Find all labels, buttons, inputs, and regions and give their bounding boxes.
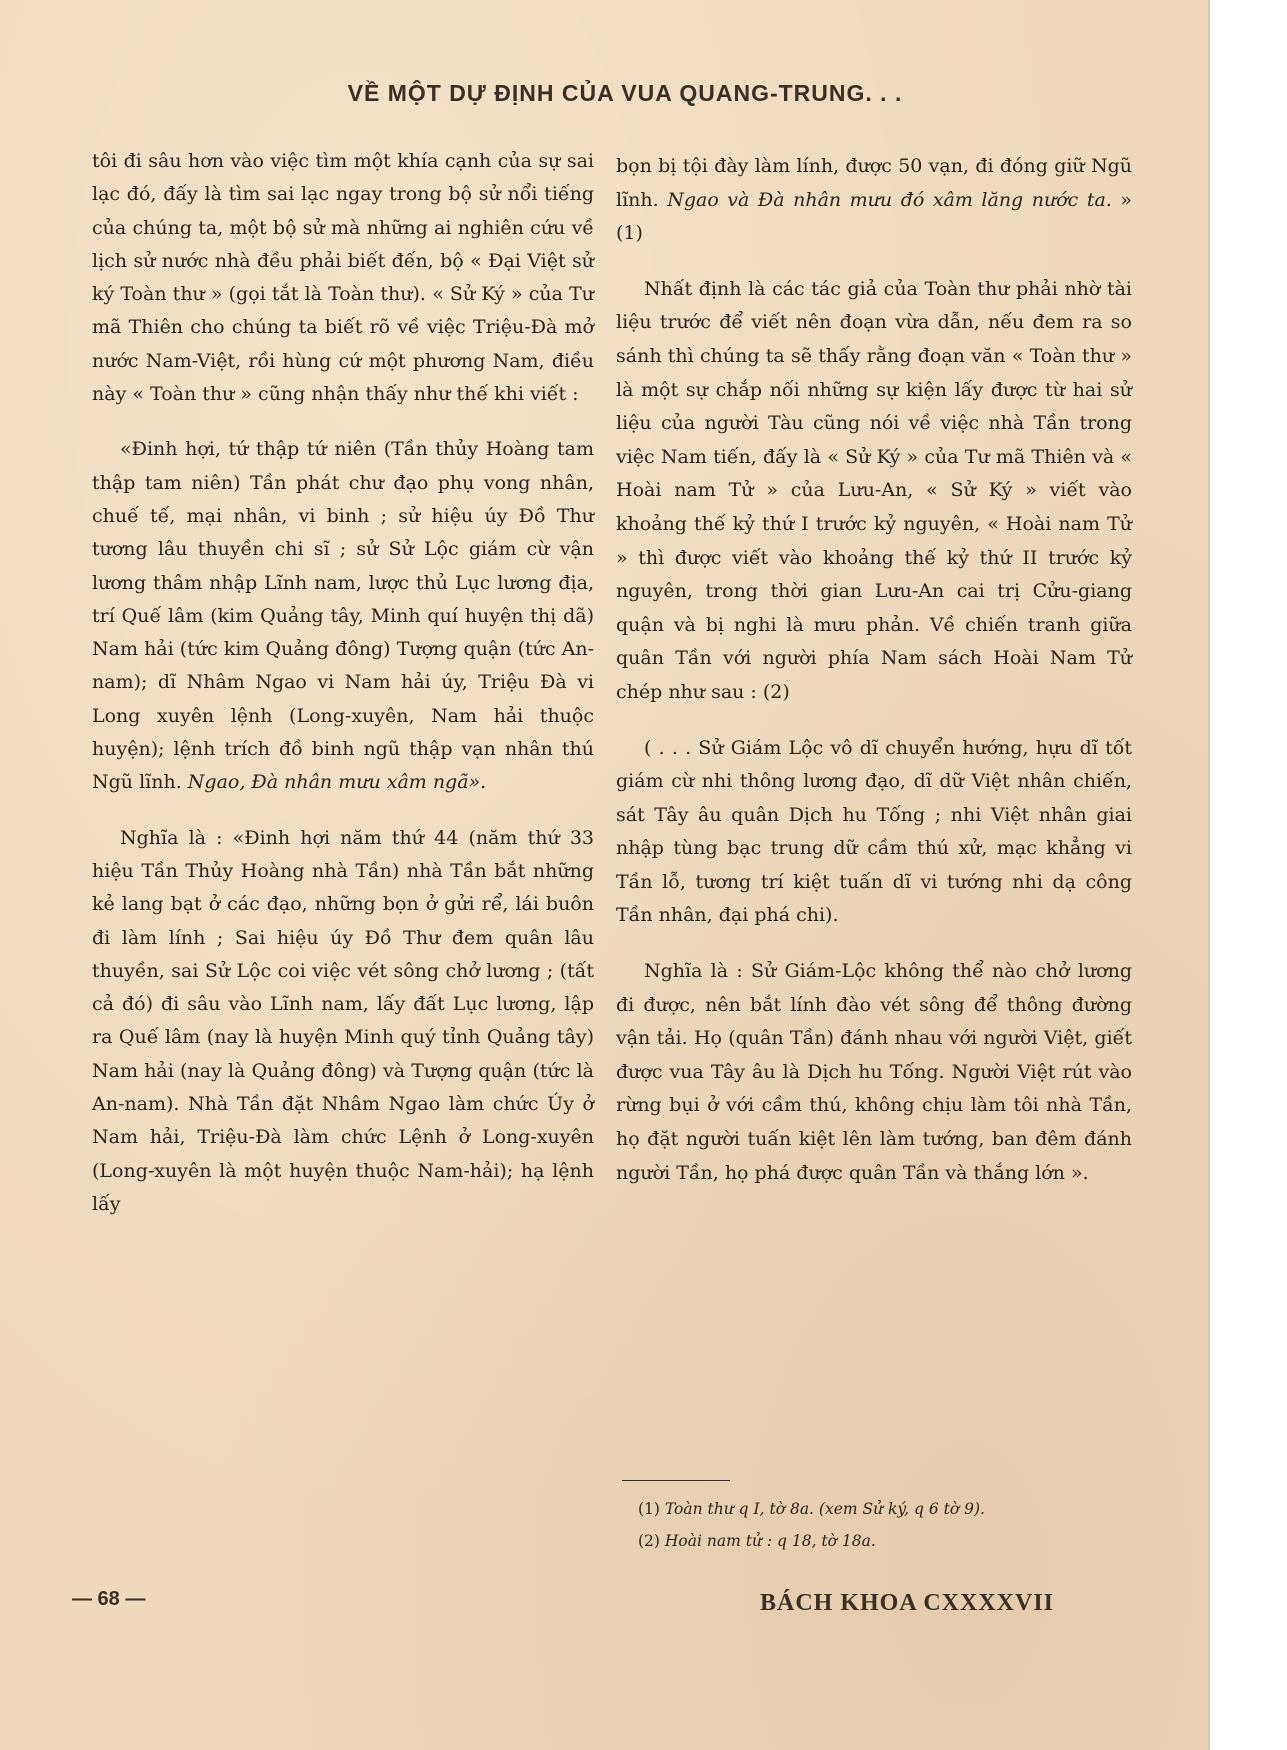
paragraph: Nghĩa là : «Đinh hợi năm thứ 44 (năm thứ 33 hiệu Tần Thủy Hoàng nhà Tần) nhà Tần bắt những kẻ lang bạt ở các đạo, những bọn ở gửi rể, lái buôn đi làm lính ; Sai hiệu úy Đồ Thư đem quân lâu thuyền, sai Sử Lộc coi việc vét sông chở lương ; (tất cả đó) đi sâu vào Lĩnh nam, lấy đất Lục lương, lập ra Quế lâm (nay là huyện Minh quý tỉnh Quảng tây) Nam hải (nay là Quảng đông) và Tượng quận (tức là An-nam). Nhà Tần đặt Nhâm Ngao làm chức Úy ở Nam hải, Triệu-Đà làm chức Lệnh ở Long-xuyên (Long-xuyên là một huyện thuộc Nam-hải); hạ lệnh lấy [92, 826, 594, 1215]
paragraph: Nghĩa là : Sử Giám-Lộc không thể nào chở lương đi được, nên bắt lính đào vét sông để thông đường vận tải. Họ (quân Tần) đánh nhau với người Việt, giết được vua Tây âu là Dịch hu Tống. Người Việt rút vào rừng bụi ở với cầm thú, không chịu làm tôi nhà Tần, họ đặt người tuấn kiệt lên làm tướng, ban đêm đánh người Tần, họ phá được quân Tần và thắng lớn ». [616, 960, 1132, 1184]
footnote-text: Toàn thư q I, tờ 8a. (xem Sử ký, q 6 tờ 9). [664, 1500, 985, 1518]
footnote-number: (1) [638, 1500, 660, 1518]
page-number: — 68 — [72, 1588, 146, 1610]
quotation-paragraph [92, 433, 594, 799]
footnote-number: (2) [638, 1532, 660, 1550]
right-column [616, 150, 1132, 1190]
footnote-divider [622, 1480, 730, 1481]
left-column [92, 145, 594, 1221]
paragraph: Nhất định là các tác giả của Toàn thư phải nhờ tài liệu trước để viết nên đoạn vừa dẫn, nếu đem ra so sánh thì chúng ta sẽ thấy rằng đoạn văn « Toàn thư » là một sự chắp nối những sự kiện lấy được từ hai sử liệu của người Tàu cũng nói về việc nhà Tần trong việc Nam tiến, đấy là « Sử Ký » của Tư mã Thiên và « Hoài nam Tử » của Lưu-An, « Sử Ký » viết vào khoảng thế kỷ thứ I trước kỷ nguyên, « Hoài nam Tử » thì được viết vào khoảng thế kỷ thứ II trước kỷ nguyên, trong thời gian Lưu-An cai trị Cửu-giang quận và bị nghi là mưu phản. Về chiến tranh giữa quân Tần với người phía Nam sách Hoài Nam Tử chép như sau : (2) [616, 277, 1132, 703]
paragraph-text: bọn bị tội đày làm lính, được 50 vạn, đi đóng giữ Ngũ lĩnh. [616, 155, 1132, 211]
paragraph-italic: Ngao và Đà nhân mưu đó xâm lăng nước ta. [667, 188, 1112, 211]
page-edge [1208, 0, 1210, 1750]
paragraph [616, 150, 1132, 251]
quotation-paragraph: ( . . . Sử Giám Lộc vô dĩ chuyển hướng, hựu dĩ tốt giám cừ nhi thông lương đạo, dĩ dữ Việt nhân chiến, sát Tây âu quân Dịch hu Tống ; nhi Việt nhân giai nhập tùng bạc trung dữ cầm thú xử, mạc khẳng vi Tần lỗ, tương trí kiệt tuấn dĩ vi tướng nhi dạ công Tần nhân, đại phá chi). [616, 736, 1132, 927]
quotation-text: «Đinh hợi, tứ thập tứ niên (Tần thủy Hoàng tam thập tam niên) Tần phát chư đạo phụ vong nhân, chuế tế, mại nhân, vi binh ; sử hiệu úy Đồ Thư tương lâu thuyền chi sĩ ; sử Sử Lộc giám cừ vận lương thâm nhập Lĩnh nam, lược thủ Lục lương địa, trí Quế lâm (kim Quảng tây, Minh quí huyện thị dã) Nam hải (tức kim Quảng đông) Tượng quận (tức An-nam); dĩ Nhâm Ngao vi Nam hải úy, Triệu Đà vi Long xuyên lệnh (Long-xuyên, Nam hải thuộc huyện); lệnh trích đồ binh ngũ thập vạn nhân thú Ngũ lĩnh. [92, 438, 594, 794]
magazine-name: BÁCH KHOA CXXXXVII [760, 1590, 1055, 1616]
quotation-italic: Ngao, Đà nhân mưu xâm ngã». [187, 771, 487, 794]
footnote-1 [638, 1500, 985, 1518]
page-title: VỀ MỘT DỰ ĐỊNH CỦA VUA QUANG-TRUNG. . . [347, 80, 903, 106]
footnote-ref: » (1) [616, 188, 1133, 245]
paragraph: tôi đi sâu hơn vào việc tìm một khía cạnh của sự sai lạc đó, đấy là tìm sai lạc ngay trong bộ sử nổi tiếng của chúng ta, một bộ sử mà những ai nghiên cứu về lịch sử nước nhà đều phải biết đến, bộ « Đại Việt sử ký Toàn thư » (gọi tắt là Toàn thư). « Sử Ký » của Tư mã Thiên cho chúng ta biết rõ về việc Triệu-Đà mở nước Nam-Việt, rồi hùng cứ một phương Nam, điều này « Toàn thư » cũng nhận thấy như thế khi viết : [92, 150, 594, 406]
footnote-text: Hoài nam tử : q 18, tờ 18a. [664, 1532, 876, 1550]
footnote-2 [638, 1532, 876, 1550]
